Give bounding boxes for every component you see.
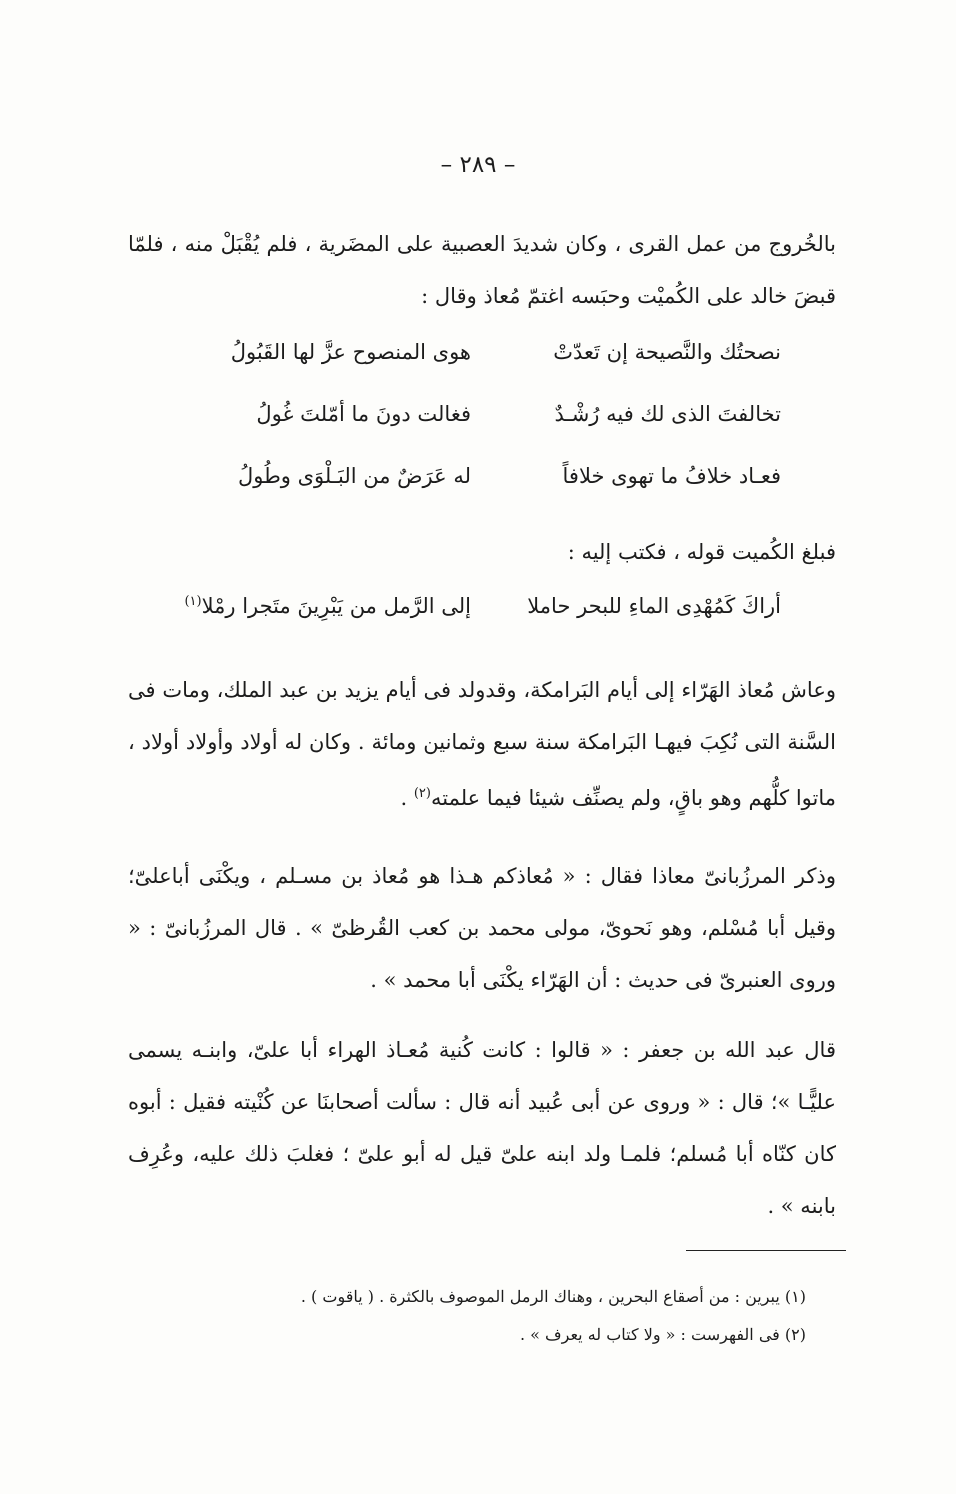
verse-4: [171, 594, 781, 644]
footnote-2-text: فى الفهرست : « ولا كتاب له يعرف » .: [519, 1325, 780, 1344]
verse-3-second-hemistich: له عَرَضٌ من البَـلْوَى وطُولُ: [237, 464, 471, 488]
verse-1-second-hemistich: هوى المنصوح عزَّ لها القَبُولُ: [230, 340, 471, 364]
footnote-1-text: يبرين : من أصقاع البحرين ، وهناك الرمل الموصوف بالكثرة . ( ياقوت ) .: [300, 1287, 780, 1306]
footnote-1-mark: (١): [784, 1287, 806, 1306]
page-number: – ٢٨٩ –: [440, 152, 516, 178]
footnote-separator: [686, 1250, 846, 1251]
verse-2-first-hemistich: تخالفتَ الذى لك فيه رُشْـدٌ: [554, 402, 781, 426]
paragraph-1: بالخُروج من عمل القرى ، وكان شديدَ العصبية على المضَرية ، فلم يُقْبَلْ منه ، فلمّا قبضَ خالد على الكُميْت وحبَسه اغتمّ مُعاذ وقال :: [128, 232, 836, 308]
verse-4-second-hemistich: [171, 594, 471, 618]
verse-2-second-hemistich: فغالت دونَ ما أمّلتَ غُولُ: [256, 402, 471, 426]
footnote-1: [156, 1284, 806, 1310]
paragraph-4: وذكر المرزُبانىّ معاذا فقال : « مُعاذكم هـذا هو مُعاذ بن مسـلم ، ويكْنَى أباعلىّ؛ وقيل أبا مُسْلم، وهو نَحوىّ، مولى محمد بن كعب القُرظىّ » . قال المرزُبانىّ : « وروى العنبرىّ فى حديث : أن الهَرّاء يكْنَى أبا محمد » .: [128, 864, 836, 992]
verse-4-second-text: إلى الرَّمل من يَبْرِينَ متَجرا رمْلا: [201, 594, 471, 618]
paragraph-3-end: .: [400, 786, 414, 810]
footnote-2: [156, 1322, 806, 1348]
paragraph-3: [128, 664, 836, 824]
verse-1: [171, 340, 781, 390]
paragraph-2: فبلغ الكُميت قوله ، فكتب إليه :: [567, 540, 836, 564]
verse-3-first-hemistich: فعـاد خلافُ ما تهوى خلافاً: [562, 464, 781, 488]
verse-3: [171, 464, 781, 514]
footnote-2-mark: (٢): [784, 1325, 806, 1344]
verse-4-first-hemistich: أراكَ كَمُهْدِى الماءِ للبحر حاملا: [527, 594, 781, 618]
footnote-marker-2: (٢): [413, 786, 431, 801]
verse-2: [171, 402, 781, 452]
footnote-marker-1: (١): [184, 594, 202, 609]
paragraph-3-text: وعاش مُعاذ الهَرّاء إلى أيام البَرامكة، وقدولد فى أيام يزيد بن عبد الملك، ومات فى السَّنة التى نُكِبَ فيهـا البَرامكة سنة سبع وثمانين ومائة . وكان له أولاد وأولاد أولاد ، ماتوا كلُّهم وهو باقٍ، ولم يصنِّف شيئا فيما علمته: [128, 678, 836, 810]
paragraph-5: قال عبد الله بن جعفر : « قالوا : كانت كُنية مُعـاذ الهراء أبا علىّ، وابنـه يسمى عليًّـا »؛ قال : « وروى عن أبى عُبيد أنه قال : سألت أصحابنَا عن كُنْيته فقيل : أبوه كان كنّاه أبا مُسلم؛ فلمـا ولد ابنه علىّ قيل له أبو علىّ ؛ فغلبَ ذلك عليه، وعُرِف بابنه » .: [128, 1038, 836, 1218]
verse-1-first-hemistich: نصحتُك والنَّصيحة إن تَعدّتْ: [553, 340, 781, 364]
